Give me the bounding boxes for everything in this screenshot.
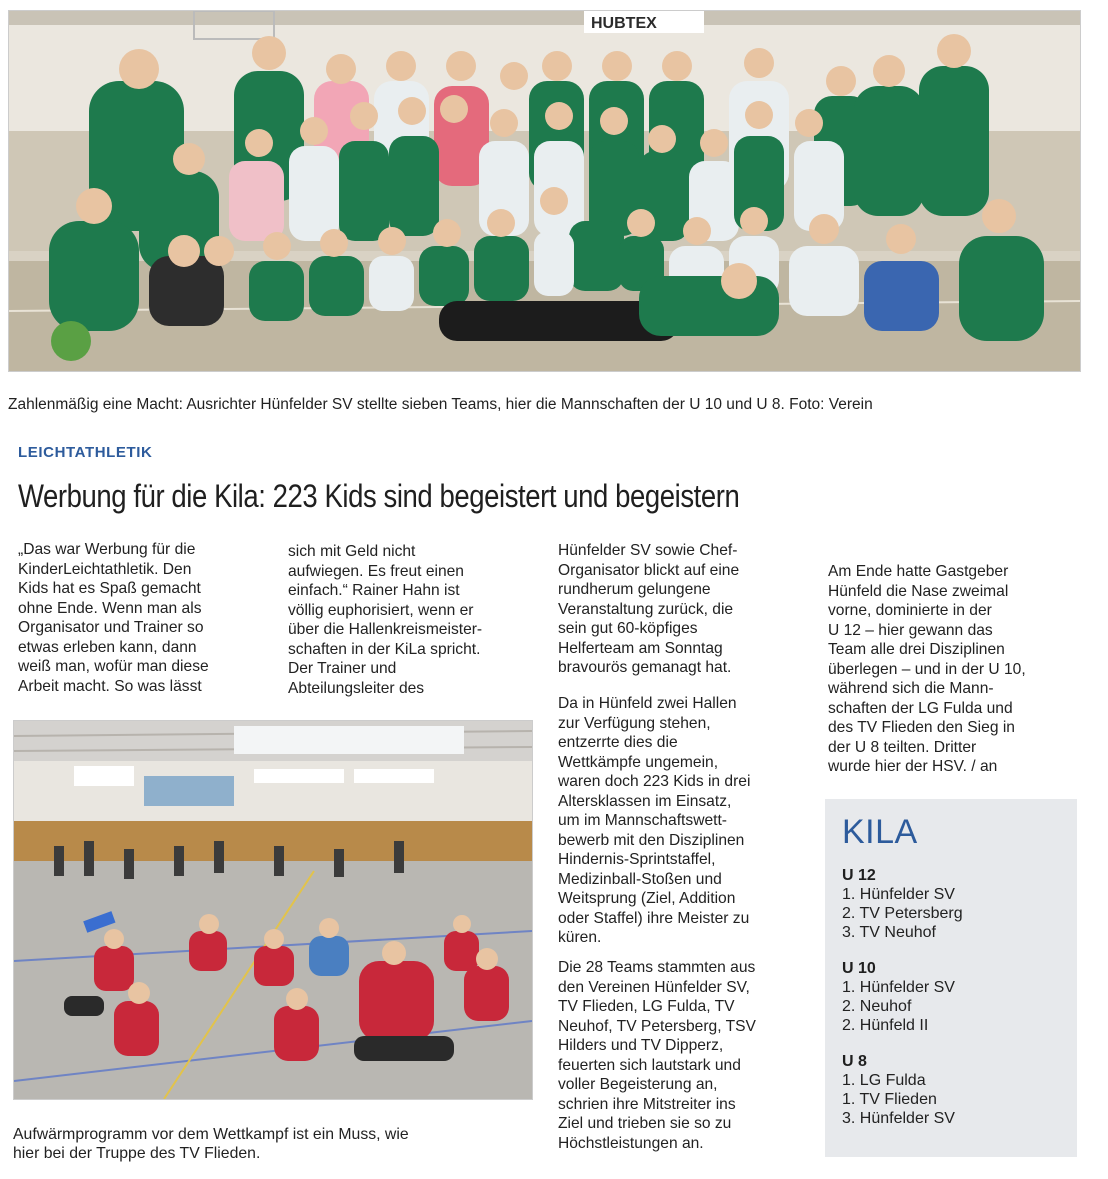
kila-result: 2. Hünfeld II [842,1017,929,1034]
article-text-col3b: Da in Hünfeld zwei Hallen zur Verfügung stehen, entzerrte dies die Wettkämpfe ungemein, waren doch 223 Kids in drei Altersklassen im Einsatz, um im Mannschaftswett- bewerb mit den Disziplinen Hindernis-Sprintstaffel, Medizinball-Stoßen und Weitsprung (Ziel, Addition oder Staffel) ihre Meister zu küren. [558,695,751,946]
kila-result: 1. TV Flieden [842,1091,937,1108]
kila-group-title: U 12 [842,867,876,884]
photo-caption: Zahlenmäßig eine Macht: Ausrichter Hünfelder SV stellte sieben Teams, hier die Mannschaften der U 10 und U 8. Foto: Verein [8,396,873,413]
warmup-caption: Aufwärmprogramm vor dem Wettkampf ist ein Muss, wie hier bei der Truppe des TV Flieden. [13,1126,409,1162]
banner-text: HUBTEX [591,15,657,32]
kila-result: 1. Hünfelder SV [842,979,955,996]
kila-group-u10 [842,959,955,1035]
article-text-col4: Am Ende hatte Gastgeber Hünfeld die Nase zweimal vorne, dominierte in der U 12 – hier gewann das Team alle drei Disziplinen überlegen – und in der U 10, während sich die Mann- schaften der LG Fulda und des TV Flieden den Sieg in der U 8 teilten. Dritter wurde hier der HSV. / an [828,563,1026,775]
article-text-col2: sich mit Geld nicht aufwiegen. Es freut einen einfach.“ Rainer Hahn ist völlig euphorisiert, wenn er über die Hallenkreismeister- schaften in der KiLa spricht. Der Trainer und Abteilungsleiter des [288,543,483,697]
kila-result: 3. TV Neuhof [842,924,936,941]
kila-title: KILA [842,813,918,851]
warmup-photo [13,720,533,1100]
kila-group-title: U 10 [842,960,876,977]
team-photo [8,10,1081,372]
kila-result: 2. Neuhof [842,998,912,1015]
kila-result: 1. LG Fulda [842,1072,926,1089]
section-kicker: LEICHTATHLETIK [18,444,153,461]
kila-result: 1. Hünfelder SV [842,886,955,903]
headline: Werbung für die Kila: 223 Kids sind begeistert und begeistern [18,478,740,514]
kila-group-u8 [842,1052,955,1128]
article-text-col1: „Das war Werbung für die KinderLeichtathletik. Den Kids hat es Spaß gemacht ohne Ende. Wenn man als Organisator und Trainer so etwas erleben kann, dann weiß man, wofür man diese Arbeit macht. So was lässt [18,541,209,695]
article-text-col3c: Die 28 Teams stammten aus den Vereinen Hünfelder SV, TV Flieden, LG Fulda, TV Neuhof, TV Petersberg, TSV Hilders und TV Dipperz, feuerten sich lautstark und voller Begeisterung an, schrien ihre Mitstreiter ins Ziel und trieben sie so zu Höchstleistungen an. [558,959,756,1152]
kila-group-u12 [842,866,963,942]
kila-result: 2. TV Petersberg [842,905,963,922]
article-text-col3a: Hünfelder SV sowie Chef- Organisator blickt auf eine rundherum gelungene Veranstaltung zurück, die sein gut 60-köpfiges Helferteam am Sonntag bravourös gemanagt hat. [558,542,740,676]
kila-result: 3. Hünfelder SV [842,1110,955,1127]
kila-group-title: U 8 [842,1053,867,1070]
